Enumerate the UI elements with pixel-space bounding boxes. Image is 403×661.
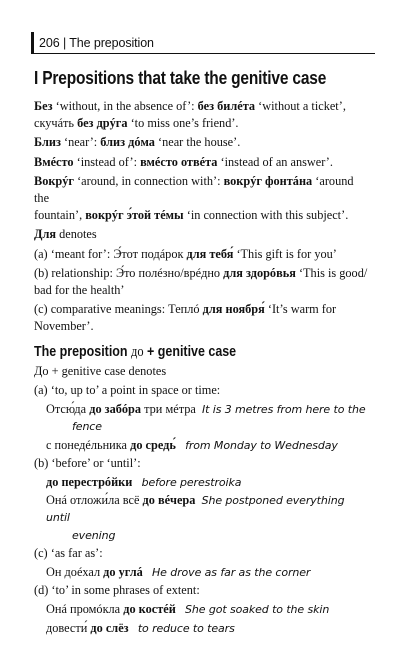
line-vmesto: Вмéсто ‘instead of’: вмéсто отвéта ‘instead of an answer’.	[34, 154, 333, 169]
running-header	[31, 32, 375, 54]
line-vokrug: Вокрýг ‘around, in connection with’: вокрýг фонтáна ‘around the fountain’, вокрýг э́той тéмы ‘in connection with this subject’.	[34, 173, 354, 223]
do-d-example-1: Онá промóкла до костéй She got soaked to the skin	[46, 602, 330, 617]
body-text	[34, 98, 368, 638]
header-rule	[31, 53, 375, 54]
do-c-example-1: Он доéхал до углá He drove as far as the corner	[46, 565, 311, 580]
line-dlya-a: (a) ‘meant for’: Э́тот подáрок для тебя́ ‘This gift is for you’	[34, 246, 337, 261]
section-title: I Prepositions that take the genitive case	[34, 68, 327, 88]
line-bliz: Близ ‘near’: близ дóма ‘near the house’.	[34, 135, 241, 150]
do-a-example-2: с понедéльника до средь́ from Monday to Wednesday	[46, 437, 338, 452]
do-d: (d) ‘to’ in some phrases of extent:	[34, 583, 200, 598]
header-separator: |	[62, 36, 67, 50]
line-bez: Без ‘without, in the absence of’: без билéта ‘without a ticket’, скучáть без дрýга ‘to miss one’s friend’.	[34, 99, 346, 131]
page-number: 206	[39, 36, 60, 50]
do-intro: До + genitive case denotes	[34, 363, 167, 378]
line-dlya-c: (c) comparative meanings: Теплó для ноября́ ‘It’s warm for November’.	[34, 302, 337, 334]
do-c: (c) ‘as far as’:	[34, 545, 103, 560]
do-a-example-1: Отсю́да до забóра три мéтра It is 3 metres from here to the fence	[46, 402, 366, 434]
do-d-example-2: довести́ до слёз to reduce to tears	[46, 620, 235, 635]
do-b-example-1: до перестрóйки before perestroika	[46, 475, 242, 490]
header-bar	[31, 32, 34, 54]
line-dlya: Для denotes	[34, 227, 97, 242]
header-text	[39, 36, 154, 50]
do-b-example-2: Онá отложи́ла всё до вéчера She postponed everything until evening	[46, 493, 345, 542]
line-dlya-b: (b) relationship: Э́то полéзно/врéдно для здорóвья ‘This is good/ bad for the health’	[34, 265, 368, 298]
do-b: (b) ‘before’ or ‘until’:	[34, 455, 141, 470]
subheading: The preposition до + genitive case	[34, 343, 237, 360]
header-section: The preposition	[69, 36, 154, 50]
do-a: (a) ‘to, up to’ a point in space or time:	[34, 383, 221, 398]
